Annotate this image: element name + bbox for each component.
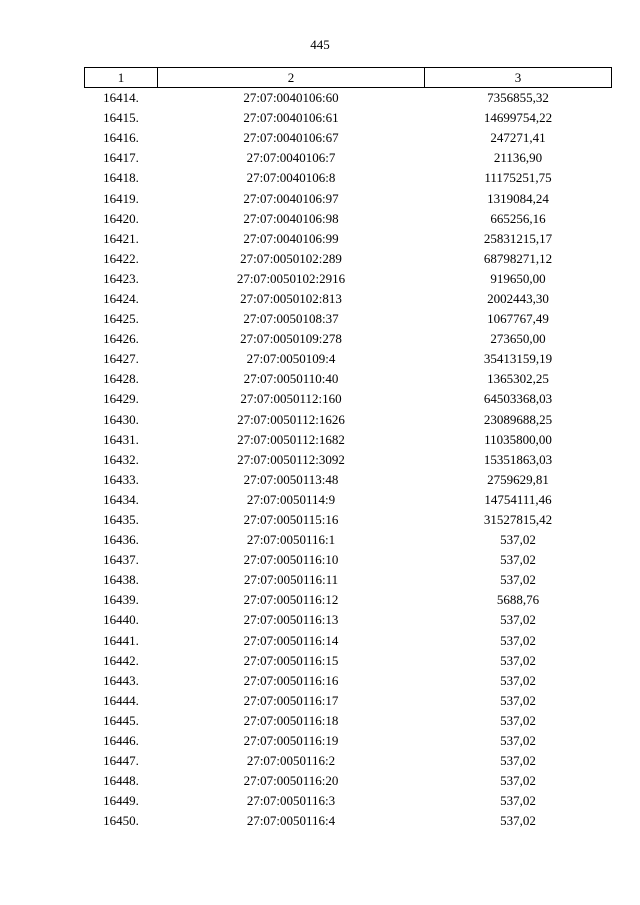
row-number-cell: 16424.: [103, 290, 139, 306]
value-cell: 1319084,24: [487, 190, 549, 206]
row-number-cell: 16421.: [103, 230, 139, 246]
cadastral-number-cell: 27:07:0040106:99: [243, 230, 339, 246]
value-cell: 537,02: [500, 612, 536, 628]
row-number-cell: 16419.: [103, 190, 139, 206]
cadastral-number-cell: 27:07:0050109:4: [246, 351, 336, 367]
row-number-cell: 16444.: [103, 692, 139, 708]
cadastral-number-cell: 27:07:0040106:97: [243, 190, 339, 206]
value-cell: 15351863,03: [483, 451, 553, 467]
value-cell: 2759629,81: [487, 471, 549, 487]
value-cell: 537,02: [500, 632, 536, 648]
row-number-cell: 16420.: [103, 210, 139, 226]
cadastral-number-cell: 27:07:0050116:3: [246, 793, 336, 809]
row-number-cell: 16423.: [103, 270, 139, 286]
value-cell: 247271,41: [490, 130, 546, 146]
row-number-cell: 16428.: [103, 371, 139, 387]
table-row: [85, 369, 612, 389]
table-row: [85, 188, 612, 208]
page-number: 445: [310, 37, 330, 52]
cadastral-number-cell: 27:07:0050113:48: [243, 471, 339, 487]
table-row: [85, 209, 612, 229]
table-row: [85, 450, 612, 470]
value-cell: 5688,76: [496, 592, 540, 608]
cadastral-number-cell: 27:07:0050116:12: [243, 592, 339, 608]
table-row: [85, 410, 612, 430]
row-number-cell: 16435.: [103, 512, 139, 528]
header-row: [85, 68, 612, 88]
row-number-cell: 16448.: [103, 773, 139, 789]
value-cell: 537,02: [500, 793, 536, 809]
value-cell: 537,02: [500, 712, 536, 728]
table-row: [85, 168, 612, 188]
row-number-cell: 16432.: [103, 451, 139, 467]
row-number-cell: 16434.: [103, 491, 139, 507]
row-number-cell: 16442.: [103, 652, 139, 668]
column-header-3: 3: [425, 68, 612, 88]
cadastral-number-cell: 27:07:0050116:14: [243, 632, 339, 648]
table-row: [85, 88, 612, 109]
table-row: [85, 309, 612, 329]
table-row: [85, 811, 612, 831]
table-row: [85, 671, 612, 691]
row-number-cell: 16438.: [103, 572, 139, 588]
column-header-1: 1: [85, 68, 158, 88]
value-cell: 11175251,75: [484, 170, 552, 186]
value-cell: 273650,00: [490, 331, 546, 347]
table-row: [85, 731, 612, 751]
cadastral-number-cell: 27:07:0050102:289: [240, 250, 342, 266]
table-row: [85, 570, 612, 590]
table-row: [85, 651, 612, 671]
row-number-cell: 16417.: [103, 150, 139, 166]
cadastral-number-cell: 27:07:0050116:19: [243, 733, 339, 749]
cadastral-number-cell: 27:07:0040106:67: [243, 130, 339, 146]
cadastral-number-cell: 27:07:0050109:278: [240, 331, 342, 347]
row-number-cell: 16414.: [103, 90, 139, 106]
table-row: [85, 289, 612, 309]
cadastral-number-cell: 27:07:0050116:20: [243, 773, 339, 789]
value-cell: 537,02: [500, 552, 536, 568]
row-number-cell: 16425.: [103, 311, 139, 327]
cadastral-number-cell: 27:07:0050116:17: [243, 692, 339, 708]
table-row: [85, 550, 612, 570]
table-row: [85, 691, 612, 711]
data-table: [84, 67, 612, 831]
cadastral-number-cell: 27:07:0040106:98: [243, 210, 339, 226]
table-row: [85, 128, 612, 148]
value-cell: 537,02: [500, 773, 536, 789]
row-number-cell: 16433.: [103, 471, 139, 487]
cadastral-number-cell: 27:07:0050114:9: [246, 491, 336, 507]
table-row: [85, 510, 612, 530]
table-row: [85, 530, 612, 550]
table-row: [85, 490, 612, 510]
value-cell: 919650,00: [490, 270, 546, 286]
table-row: [85, 148, 612, 168]
row-number-cell: 16422.: [103, 250, 139, 266]
table-row: [85, 631, 612, 651]
row-number-cell: 16446.: [103, 733, 139, 749]
value-cell: 25831215,17: [483, 230, 553, 246]
row-number-cell: 16450.: [103, 813, 139, 829]
table-row: [85, 771, 612, 791]
table-row: [85, 269, 612, 289]
value-cell: 537,02: [500, 692, 536, 708]
value-cell: 68798271,12: [483, 250, 553, 266]
row-number-cell: 16427.: [103, 351, 139, 367]
value-cell: 14699754,22: [483, 110, 553, 126]
row-number-cell: 16443.: [103, 672, 139, 688]
row-number-cell: 16447.: [103, 753, 139, 769]
row-number-cell: 16415.: [103, 110, 139, 126]
row-number-cell: 16439.: [103, 592, 139, 608]
cadastral-number-cell: 27:07:0050116:13: [243, 612, 339, 628]
cadastral-number-cell: 27:07:0050112:1626: [237, 411, 345, 427]
cadastral-number-cell: 27:07:0050112:3092: [237, 451, 345, 467]
value-cell: 21136,90: [493, 150, 543, 166]
value-cell: 14754111,46: [484, 491, 552, 507]
cadastral-number-cell: 27:07:0050112:160: [240, 391, 342, 407]
table-row: [85, 329, 612, 349]
row-number-cell: 16445.: [103, 712, 139, 728]
cadastral-number-cell: 27:07:0040106:8: [246, 170, 336, 186]
cadastral-number-cell: 27:07:0050108:37: [243, 311, 339, 327]
table-header: [85, 68, 612, 88]
cadastral-number-cell: 27:07:0040106:60: [243, 90, 339, 106]
row-number-cell: 16436.: [103, 532, 139, 548]
table-row: [85, 389, 612, 409]
row-number-cell: 16418.: [103, 170, 139, 186]
cadastral-number-cell: 27:07:0040106:61: [243, 110, 339, 126]
table-row: [85, 249, 612, 269]
value-cell: 537,02: [500, 672, 536, 688]
row-number-cell: 16430.: [103, 411, 139, 427]
table-row: [85, 470, 612, 490]
value-cell: 11035800,00: [484, 431, 552, 447]
table-row: [85, 751, 612, 771]
cadastral-number-cell: 27:07:0050116:10: [243, 552, 339, 568]
value-cell: 2002443,30: [487, 290, 549, 306]
table-row: [85, 711, 612, 731]
row-number-cell: 16449.: [103, 793, 139, 809]
cadastral-number-cell: 27:07:0050116:2: [246, 753, 336, 769]
value-cell: 537,02: [500, 572, 536, 588]
cadastral-number-cell: 27:07:0050110:40: [243, 371, 339, 387]
row-number-cell: 16431.: [103, 431, 139, 447]
table-row: [85, 610, 612, 630]
value-cell: 7356855,32: [487, 90, 549, 106]
cadastral-number-cell: 27:07:0050116:11: [243, 572, 339, 588]
cadastral-number-cell: 27:07:0050112:1682: [237, 431, 345, 447]
table-row: [85, 108, 612, 128]
cadastral-number-cell: 27:07:0050116:1: [246, 532, 336, 548]
value-cell: 35413159,19: [483, 351, 553, 367]
row-number-cell: 16441.: [103, 632, 139, 648]
value-cell: 64503368,03: [483, 391, 553, 407]
row-number-cell: 16437.: [103, 552, 139, 568]
row-number-cell: 16426.: [103, 331, 139, 347]
row-number-cell: 16440.: [103, 612, 139, 628]
value-cell: 31527815,42: [483, 512, 553, 528]
table-row: [85, 791, 612, 811]
table-row: [85, 430, 612, 450]
cadastral-number-cell: 27:07:0050116:4: [246, 813, 336, 829]
cadastral-number-cell: 27:07:0050116:16: [243, 672, 339, 688]
cadastral-number-cell: 27:07:0040106:7: [246, 150, 336, 166]
cadastral-number-cell: 27:07:0050102:2916: [236, 270, 346, 286]
cadastral-number-cell: 27:07:0050116:18: [243, 712, 339, 728]
value-cell: 1067767,49: [487, 311, 549, 327]
value-cell: 23089688,25: [483, 411, 553, 427]
table-body: [85, 88, 612, 832]
table-row: [85, 590, 612, 610]
value-cell: 537,02: [500, 813, 536, 829]
cadastral-number-cell: 27:07:0050116:15: [243, 652, 339, 668]
cadastral-number-cell: 27:07:0050115:16: [243, 512, 339, 528]
table-row: [85, 349, 612, 369]
cadastral-number-cell: 27:07:0050102:813: [240, 290, 342, 306]
value-cell: 1365302,25: [487, 371, 549, 387]
value-cell: 537,02: [500, 733, 536, 749]
value-cell: 665256,16: [490, 210, 546, 226]
table-row: [85, 229, 612, 249]
value-cell: 537,02: [500, 532, 536, 548]
row-number-cell: 16416.: [103, 130, 139, 146]
value-cell: 537,02: [500, 652, 536, 668]
value-cell: 537,02: [500, 753, 536, 769]
row-number-cell: 16429.: [103, 391, 139, 407]
column-header-2: 2: [158, 68, 425, 88]
